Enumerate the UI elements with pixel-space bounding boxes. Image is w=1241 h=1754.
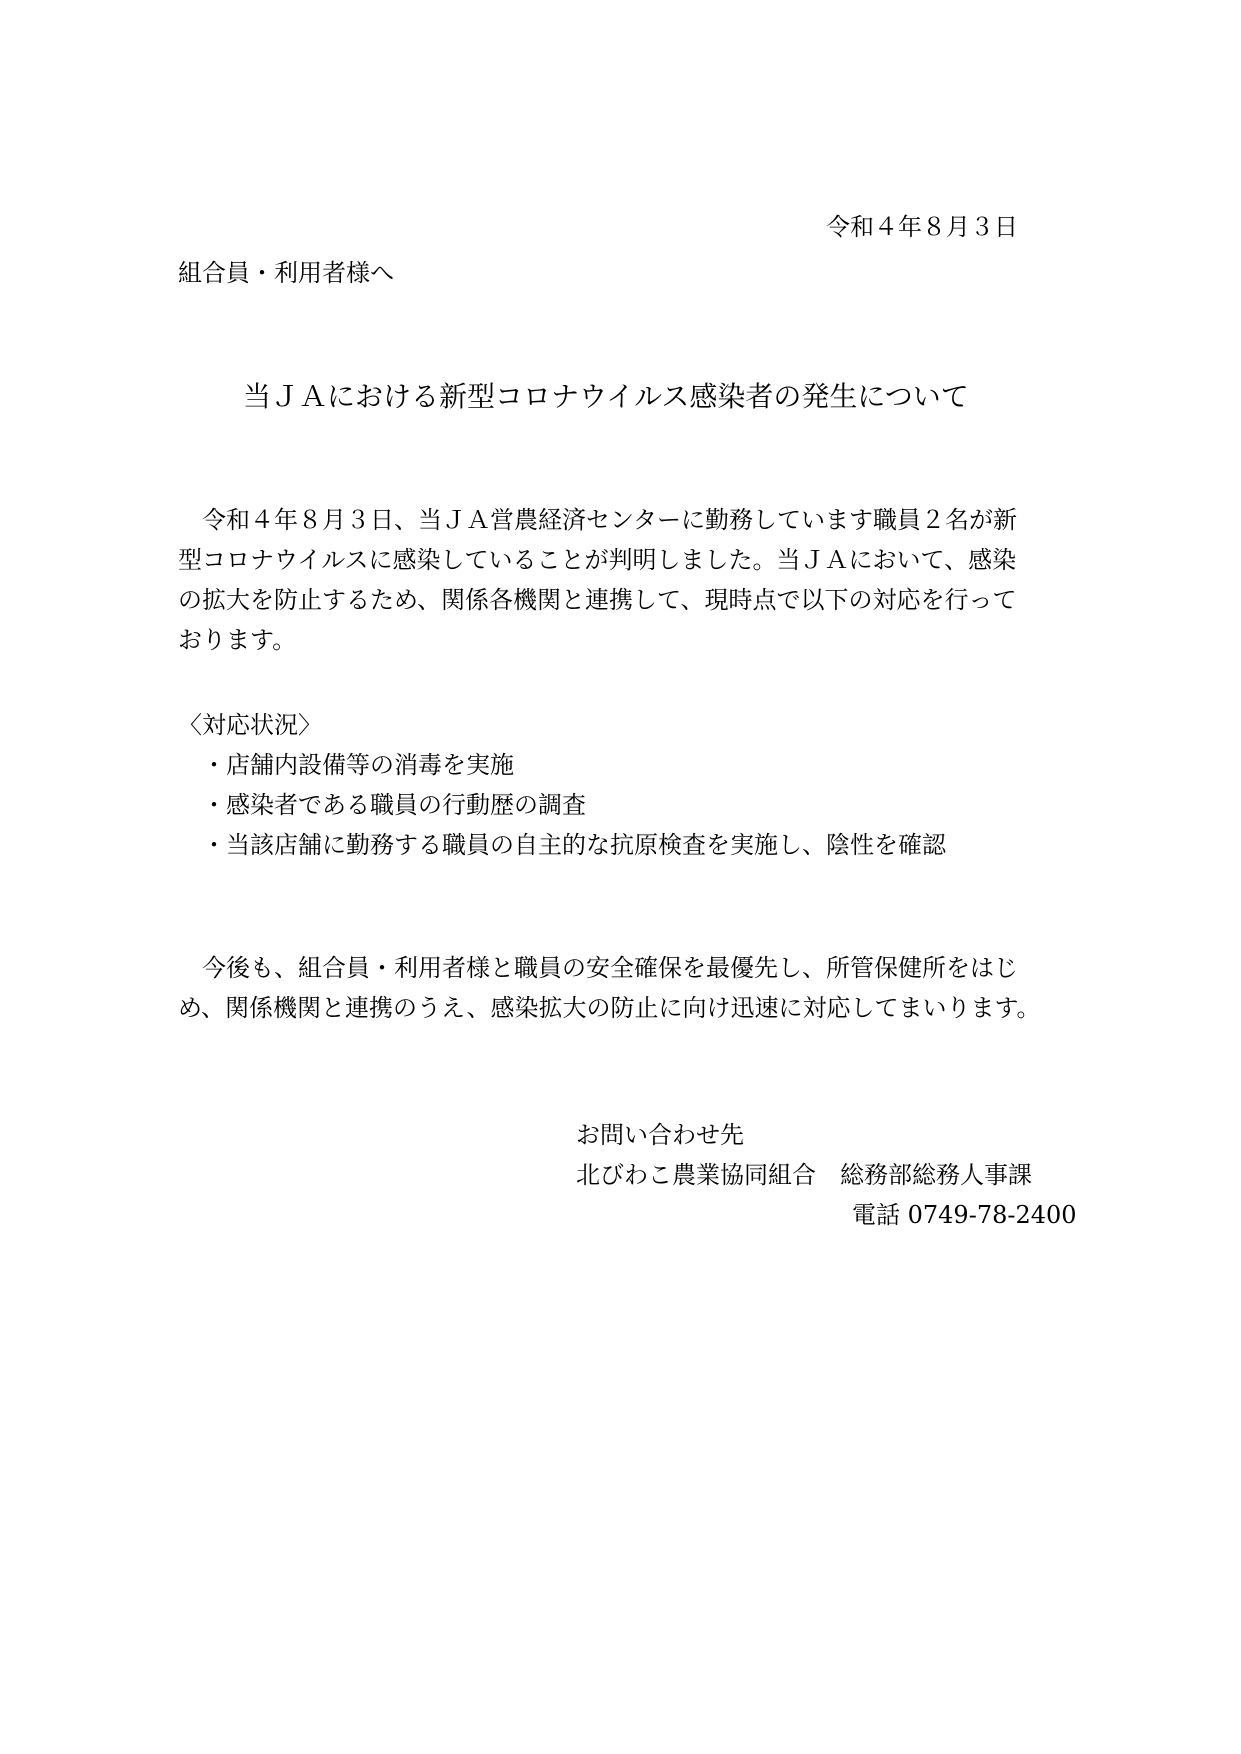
section-heading: 〈対応状況〉 (178, 711, 322, 739)
list-item: ・当該店舗に勤務する職員の自主的な抗原検査を実施し、陰性を確認 (202, 831, 946, 859)
body-line: 令和４年８月３日、当ＪＡ営農経済センターに勤務しています職員２名が新 (202, 506, 1018, 534)
document-date: 令和４年８月３日 (826, 213, 1018, 241)
document-title: 当ＪＡにおける新型コロナウイルス感染者の発生について (243, 380, 969, 413)
list-item: ・店舗内設備等の消毒を実施 (202, 751, 514, 779)
contact-heading: お問い合わせ先 (576, 1121, 744, 1149)
body-line: 今後も、組合員・利用者様と職員の安全確保を最優先し、所管保健所をはじ (202, 954, 1018, 982)
addressee: 組合員・利用者様へ (178, 259, 394, 287)
list-item: ・感染者である職員の行動歴の調査 (202, 791, 586, 819)
body-line: め、関係機関と連携のうえ、感染拡大の防止に向け迅速に対応してまいります。 (178, 994, 1041, 1022)
contact-organization: 北びわこ農業協同組合 総務部総務人事課 (576, 1161, 1032, 1189)
body-line: の拡大を防止するため、関係各機関と連携して、現時点で以下の対応を行って (178, 586, 1017, 614)
contact-phone: 電話 0749-78-2400 (852, 1201, 1077, 1229)
body-line: 型コロナウイルスに感染していることが判明しました。当ＪＡにおいて、感染 (178, 546, 1017, 574)
body-line: おります。 (178, 626, 297, 654)
